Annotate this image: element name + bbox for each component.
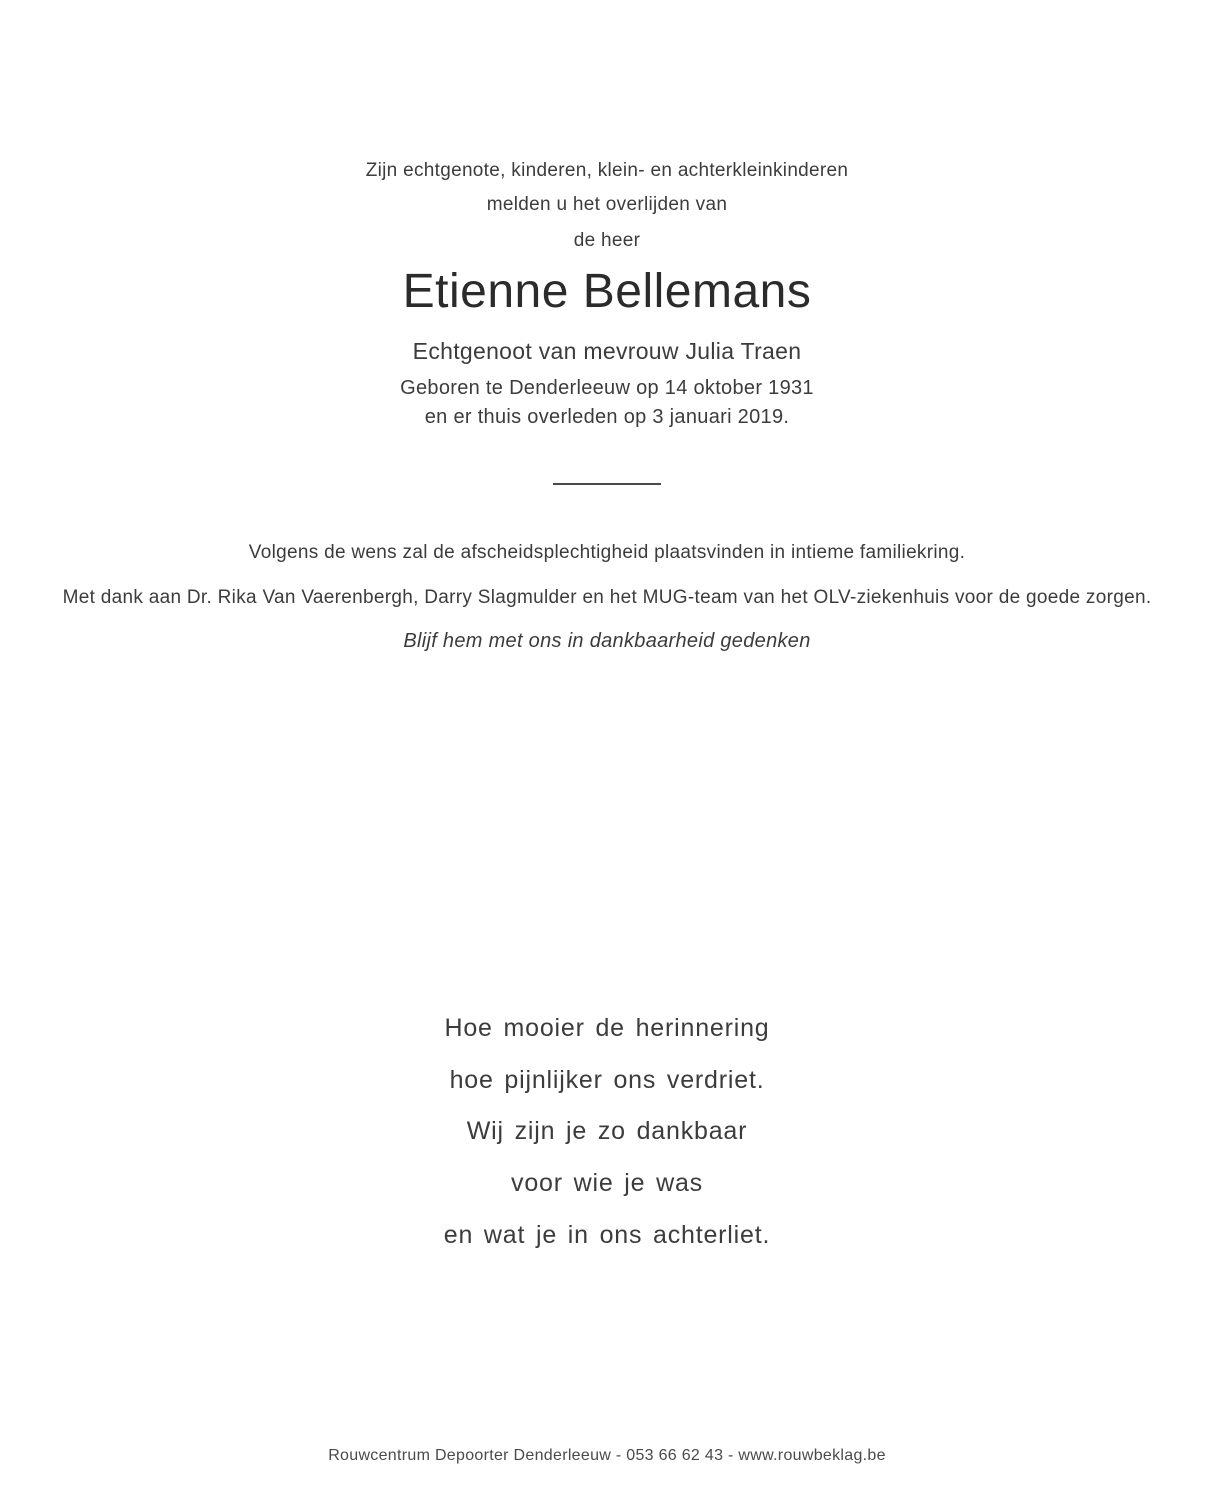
spouse-line: Echtgenoot van mevrouw Julia Traen — [412, 338, 802, 364]
poem-line: en wat je in ons achterliet. — [443, 1221, 771, 1249]
intro-line-2: melden u het overlijden van — [486, 194, 728, 215]
intro-line-1: Zijn echtgenote, kinderen, klein- en achterkleinkinderen — [365, 160, 849, 181]
death-line: en er thuis overleden op 3 januari 2019. — [424, 406, 790, 428]
salutation: de heer — [573, 230, 641, 251]
poem-line: voor wie je was — [511, 1169, 703, 1197]
birth-line: Geboren te Denderleeuw op 14 oktober 1931 — [400, 377, 814, 399]
remembrance-line: Blijf hem met ons in dankbaarheid gedenken — [403, 630, 811, 652]
poem-line: hoe pijnlijker ons verdriet. — [449, 1066, 765, 1094]
thanks-line: Met dank aan Dr. Rika Van Vaerenbergh, Darry Slagmulder en het MUG-team van het OLV-ziekenhuis voor de goede zorgen. — [62, 587, 1152, 608]
deceased-name: Etienne Bellemans — [402, 265, 812, 318]
poem-line: Wij zijn je zo dankbaar — [466, 1117, 748, 1145]
funeral-home-footer: Rouwcentrum Depoorter Denderleeuw - 053 66 62 43 - www.rouwbeklag.be — [328, 1447, 886, 1464]
ceremony-line: Volgens de wens zal de afscheidsplechtigheid plaatsvinden in intieme familiekring. — [248, 542, 966, 563]
poem-line: Hoe mooier de herinnering — [444, 1014, 770, 1042]
divider-rule — [553, 483, 661, 485]
